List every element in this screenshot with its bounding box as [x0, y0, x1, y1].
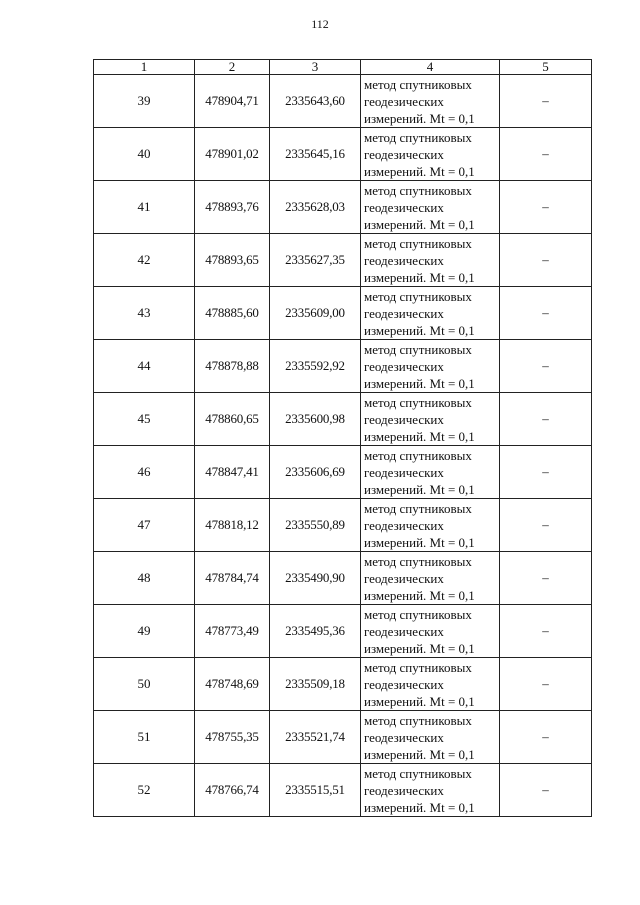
header-col-1: 1: [94, 60, 195, 75]
method-line: геодезических: [364, 305, 444, 321]
method-line: геодезических: [364, 411, 444, 427]
method-line: метод спутниковых: [364, 553, 472, 569]
coordinate-y-cell: 2335521,74: [270, 711, 361, 764]
method-line: измерений. Mt = 0,1: [364, 322, 475, 338]
point-number-cell: 52: [94, 764, 195, 817]
table-row: [94, 552, 592, 605]
coordinate-x-cell: 478901,02: [195, 128, 270, 181]
coordinate-x-cell: 478860,65: [195, 393, 270, 446]
method-line: геодезических: [364, 252, 444, 268]
method-cell: [361, 340, 500, 393]
table-row: [94, 128, 592, 181]
point-number-cell: 50: [94, 658, 195, 711]
method-line: метод спутниковых: [364, 394, 472, 410]
coordinate-y-cell: 2335509,18: [270, 658, 361, 711]
method-line: метод спутниковых: [364, 182, 472, 198]
table-row: [94, 764, 592, 817]
method-line: метод спутниковых: [364, 447, 472, 463]
coordinate-y-cell: 2335628,03: [270, 181, 361, 234]
coordinate-y-cell: 2335606,69: [270, 446, 361, 499]
coordinate-x-cell: 478885,60: [195, 287, 270, 340]
method-cell: [361, 446, 500, 499]
note-cell: –: [500, 340, 592, 393]
method-line: геодезических: [364, 729, 444, 745]
method-line: измерений. Mt = 0,1: [364, 693, 475, 709]
coordinate-x-cell: 478847,41: [195, 446, 270, 499]
coordinate-x-cell: 478878,88: [195, 340, 270, 393]
method-cell: [361, 181, 500, 234]
method-cell: [361, 128, 500, 181]
method-cell: [361, 75, 500, 128]
coordinate-x-cell: 478893,65: [195, 234, 270, 287]
method-line: метод спутниковых: [364, 500, 472, 516]
table-row: [94, 605, 592, 658]
method-line: метод спутниковых: [364, 765, 472, 781]
method-line: измерений. Mt = 0,1: [364, 534, 475, 550]
header-col-4: 4: [361, 60, 500, 75]
table-row: [94, 340, 592, 393]
point-number-cell: 45: [94, 393, 195, 446]
page-number: 112: [311, 17, 329, 31]
coordinate-y-cell: 2335490,90: [270, 552, 361, 605]
coordinate-y-cell: 2335600,98: [270, 393, 361, 446]
method-line: измерений. Mt = 0,1: [364, 746, 475, 762]
method-line: геодезических: [364, 570, 444, 586]
coordinate-y-cell: 2335609,00: [270, 287, 361, 340]
coordinate-y-cell: 2335627,35: [270, 234, 361, 287]
method-line: геодезических: [364, 676, 444, 692]
note-cell: –: [500, 287, 592, 340]
method-line: измерений. Mt = 0,1: [364, 799, 475, 815]
method-cell: [361, 658, 500, 711]
coordinate-x-cell: 478766,74: [195, 764, 270, 817]
point-number-cell: 49: [94, 605, 195, 658]
method-line: метод спутниковых: [364, 341, 472, 357]
header-col-2: 2: [195, 60, 270, 75]
note-cell: –: [500, 552, 592, 605]
coordinate-y-cell: 2335515,51: [270, 764, 361, 817]
point-number-cell: 40: [94, 128, 195, 181]
point-number-cell: 48: [94, 552, 195, 605]
note-cell: –: [500, 605, 592, 658]
note-cell: –: [500, 393, 592, 446]
method-line: геодезических: [364, 199, 444, 215]
coordinate-y-cell: 2335495,36: [270, 605, 361, 658]
method-line: измерений. Mt = 0,1: [364, 640, 475, 656]
method-line: геодезических: [364, 623, 444, 639]
coordinate-y-cell: 2335643,60: [270, 75, 361, 128]
note-cell: –: [500, 499, 592, 552]
note-cell: –: [500, 711, 592, 764]
method-line: геодезических: [364, 146, 444, 162]
table-row: [94, 499, 592, 552]
method-line: измерений. Mt = 0,1: [364, 428, 475, 444]
method-line: метод спутниковых: [364, 606, 472, 622]
method-line: измерений. Mt = 0,1: [364, 269, 475, 285]
method-cell: [361, 393, 500, 446]
coordinate-x-cell: 478755,35: [195, 711, 270, 764]
coordinate-y-cell: 2335550,89: [270, 499, 361, 552]
table-row: [94, 446, 592, 499]
method-line: геодезических: [364, 517, 444, 533]
coordinate-x-cell: 478904,71: [195, 75, 270, 128]
method-line: измерений. Mt = 0,1: [364, 481, 475, 497]
method-line: метод спутниковых: [364, 76, 472, 92]
coordinate-x-cell: 478748,69: [195, 658, 270, 711]
method-line: измерений. Mt = 0,1: [364, 163, 475, 179]
note-cell: –: [500, 128, 592, 181]
method-cell: [361, 552, 500, 605]
note-cell: –: [500, 75, 592, 128]
note-cell: –: [500, 658, 592, 711]
method-line: метод спутниковых: [364, 129, 472, 145]
point-number-cell: 47: [94, 499, 195, 552]
point-number-cell: 46: [94, 446, 195, 499]
method-line: метод спутниковых: [364, 235, 472, 251]
method-line: измерений. Mt = 0,1: [364, 110, 475, 126]
point-number-cell: 39: [94, 75, 195, 128]
method-cell: [361, 605, 500, 658]
coordinate-x-cell: 478784,74: [195, 552, 270, 605]
method-cell: [361, 711, 500, 764]
method-cell: [361, 499, 500, 552]
header-col-3: 3: [270, 60, 361, 75]
method-line: метод спутниковых: [364, 659, 472, 675]
table-row: [94, 393, 592, 446]
note-cell: –: [500, 446, 592, 499]
method-line: метод спутниковых: [364, 288, 472, 304]
note-cell: –: [500, 234, 592, 287]
note-cell: –: [500, 764, 592, 817]
method-line: измерений. Mt = 0,1: [364, 375, 475, 391]
point-number-cell: 43: [94, 287, 195, 340]
point-number-cell: 51: [94, 711, 195, 764]
coordinate-x-cell: 478773,49: [195, 605, 270, 658]
method-line: геодезических: [364, 464, 444, 480]
method-line: измерений. Mt = 0,1: [364, 216, 475, 232]
header-col-5: 5: [500, 60, 592, 75]
table-body: [94, 75, 592, 817]
method-line: геодезических: [364, 358, 444, 374]
method-cell: [361, 287, 500, 340]
table-row: [94, 287, 592, 340]
coordinate-y-cell: 2335645,16: [270, 128, 361, 181]
method-line: метод спутниковых: [364, 712, 472, 728]
coordinate-y-cell: 2335592,92: [270, 340, 361, 393]
method-cell: [361, 234, 500, 287]
point-number-cell: 44: [94, 340, 195, 393]
coordinates-table: [93, 59, 592, 817]
table-row: [94, 234, 592, 287]
coordinate-x-cell: 478893,76: [195, 181, 270, 234]
note-cell: –: [500, 181, 592, 234]
point-number-cell: 41: [94, 181, 195, 234]
table-row: [94, 75, 592, 128]
method-line: измерений. Mt = 0,1: [364, 587, 475, 603]
method-line: геодезических: [364, 93, 444, 109]
method-line: геодезических: [364, 782, 444, 798]
coordinate-x-cell: 478818,12: [195, 499, 270, 552]
table-row: [94, 181, 592, 234]
point-number-cell: 42: [94, 234, 195, 287]
table-row: [94, 711, 592, 764]
header-row: [94, 60, 592, 75]
table-row: [94, 658, 592, 711]
method-cell: [361, 764, 500, 817]
